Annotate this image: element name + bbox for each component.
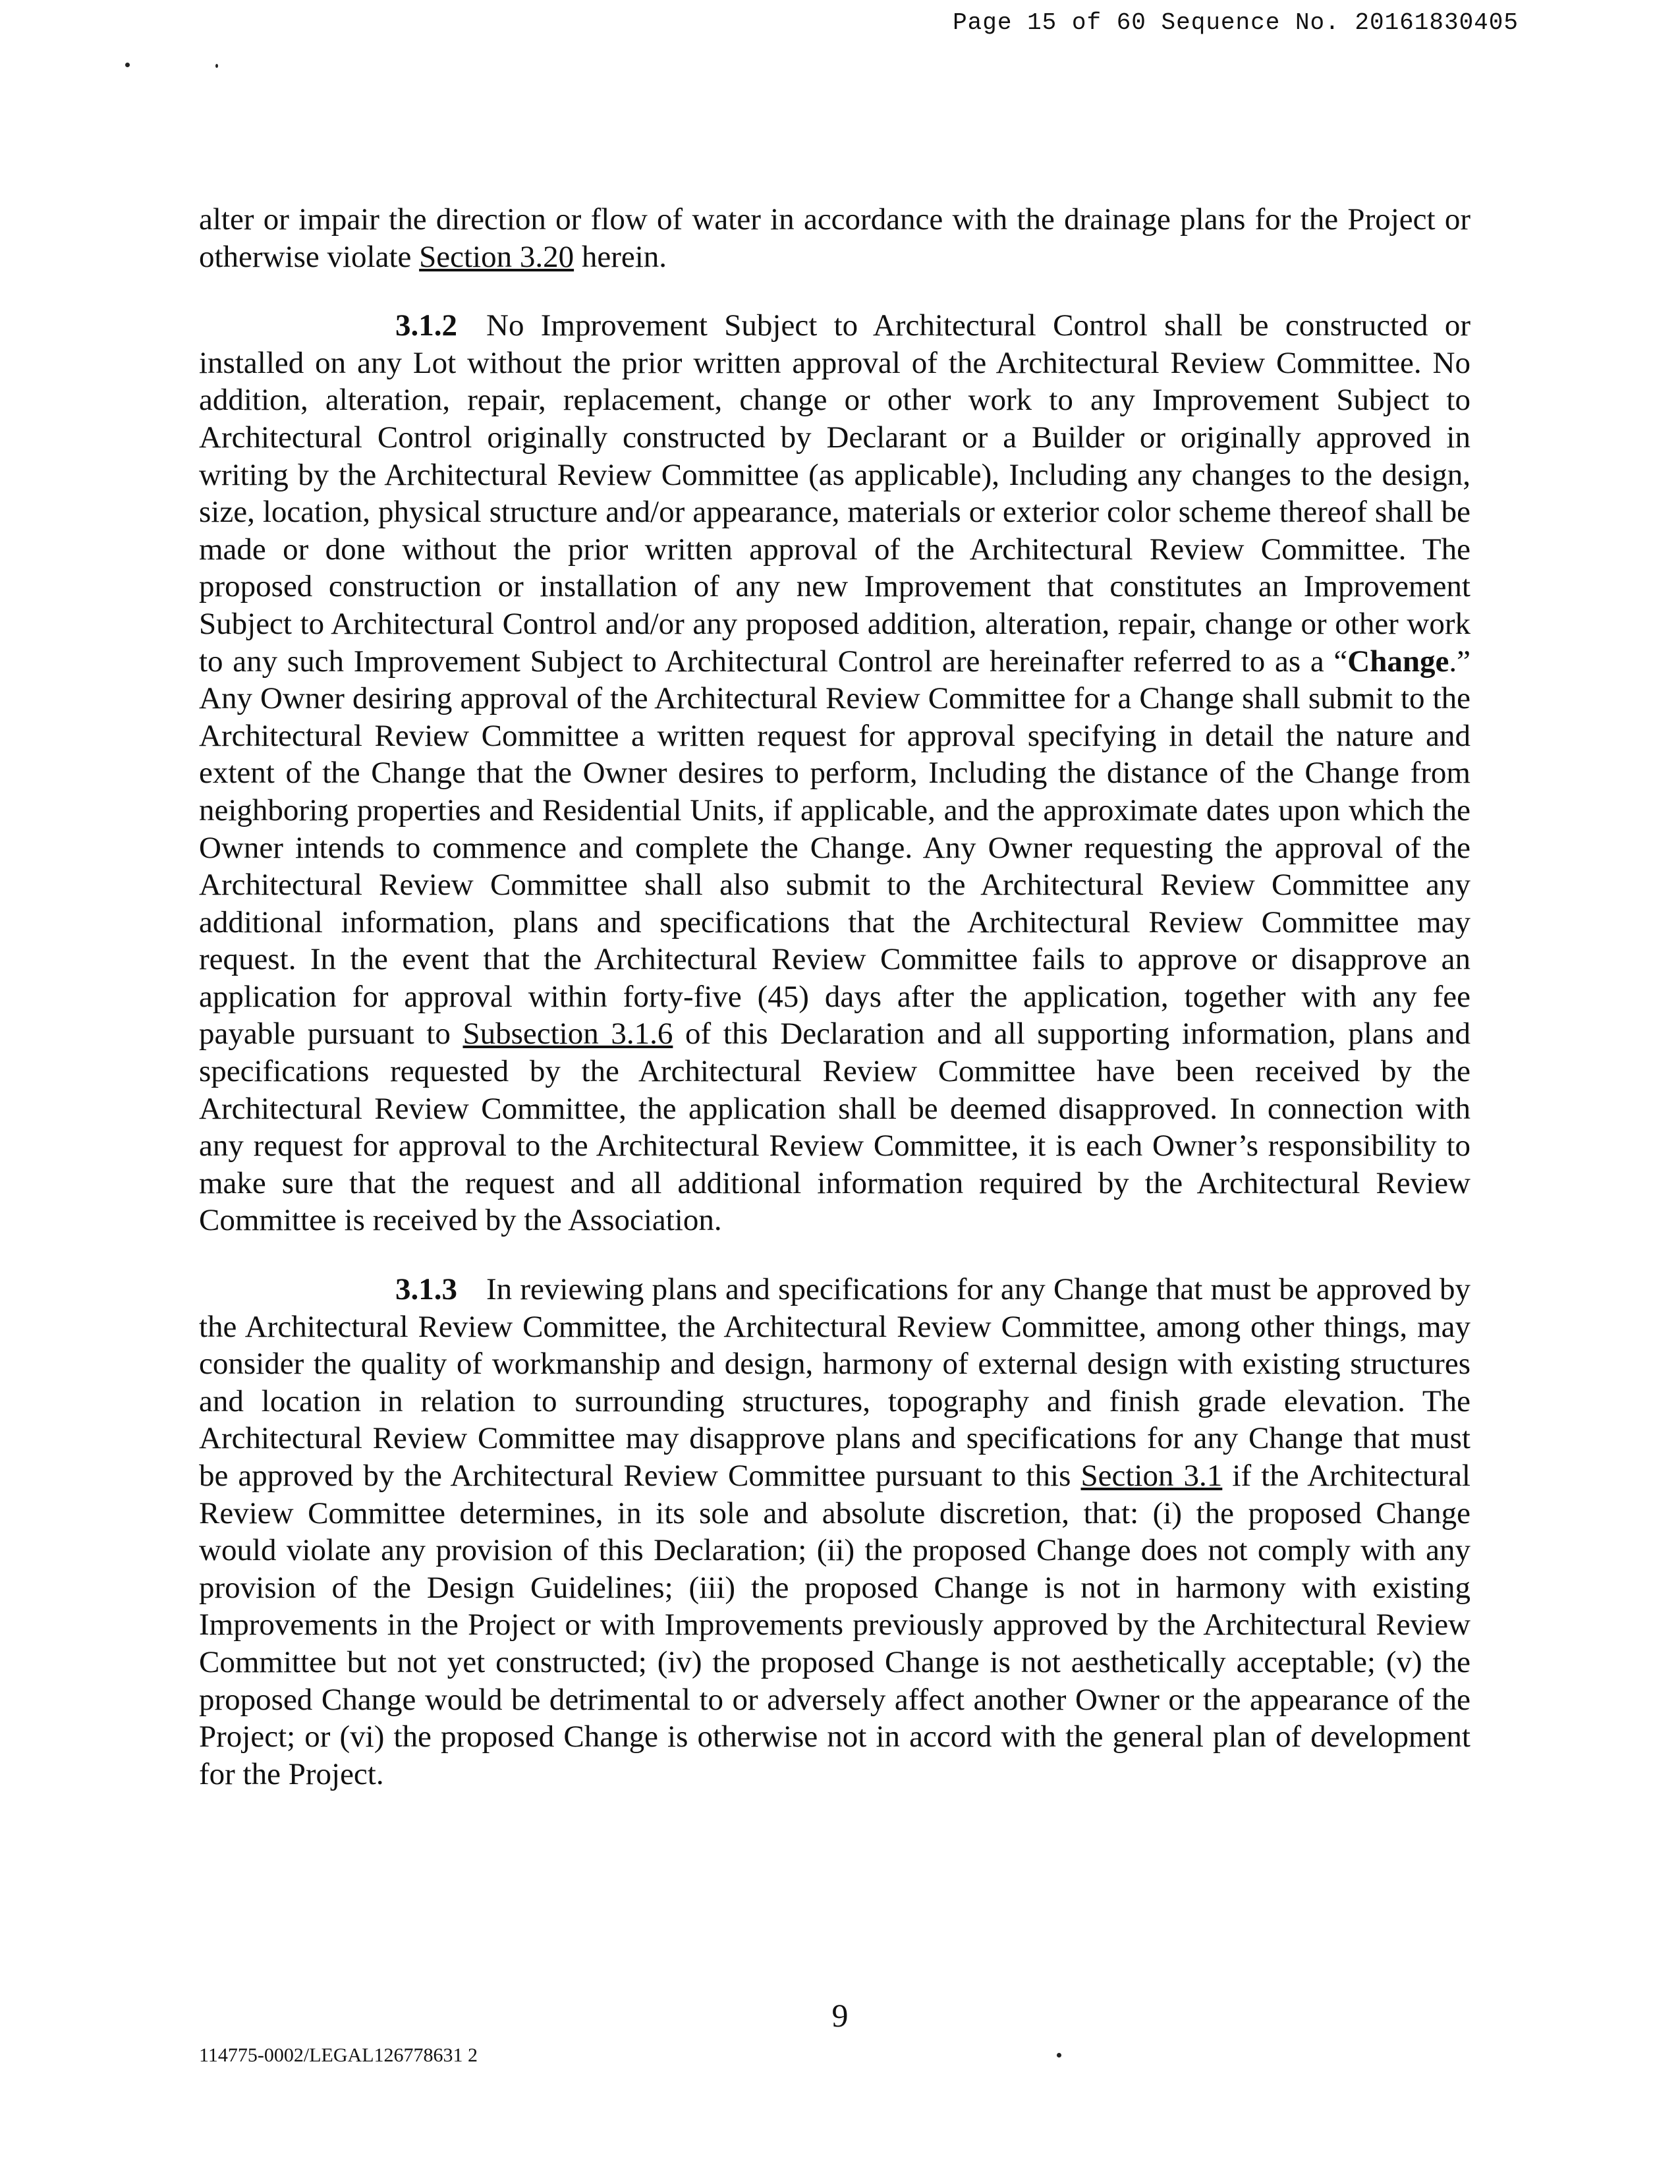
section-reference-link: Subsection 3.1.6 (462, 1017, 673, 1051)
section-number: 3.1.3 (395, 1272, 457, 1307)
paragraph-text: In reviewing plans and specifications for any Change that must be approved by the Architectural Review Committee, the Architectural Review Committee, among other things, may consider the quality of workmanship and design, harmony of external design with existing structures and location in relation to surrounding structures, topography and finish grade elevation. The Architectural Review Committee may disapprove plans and specifications for any Change that must be approved by the Architectural Review Committee pursuant to this (199, 1272, 1470, 1493)
paragraph-text: of this Declaration and all supporting information, plans and specifications requested by the Architectural Review Committee have been received by the Architectural Review Committee, the application shall be deemed disapproved. In connection with any request for approval to the Architectural Review Committee, it is each Owner’s responsibility to make sure that the request and all additional information required by the Architectural Review Committee is received by the Association. (199, 1017, 1470, 1238)
section-reference-link: Section 3.1 (1080, 1459, 1223, 1493)
paragraph-text: .” Any Owner desiring approval of the Architectural Review Committee for a Change shall submit to the Architectural Review Committee a written request for approval specifying in detail the nature and extent of the Change that the Owner desires to perform, Including the distance of the Change from neighboring properties and Residential Units, if applicable, and the approximate dates upon which the Owner intends to commence and complete the Change. Any Owner requesting the approval of the Architectural Review Committee shall also submit to the Architectural Review Committee any additional information, plans and specifications that the Architectural Review Committee may request. In the event that the Architectural Review Committee fails to approve or disapprove an application for approval within forty-five (45) days after the application, together with any fee payable pursuant to (199, 644, 1470, 1051)
paragraph-3-1-3 (199, 1271, 1470, 1793)
paragraph-continuation (199, 201, 1470, 275)
scan-speck (1057, 2053, 1061, 2058)
section-reference-link: Section 3.20 (419, 239, 574, 274)
section-number: 3.1.2 (395, 308, 457, 343)
paragraph-text: if the Architectural Review Committee determines, in its sole and absolute discretion, that: (i) the proposed Change would violate any provision of this Declaration; (ii) the proposed Change does not comply with any provision of the Design Guidelines; (iii) the proposed Change is not in harmony with existing Improvements in the Project or with Improvements previously approved by the Architectural Review Committee but not yet constructed; (iv) the proposed Change is not aesthetically acceptable; (v) the proposed Change would be detrimental to or adversely affect another Owner or the appearance of the Project; or (vi) the proposed Change is otherwise not in accord with the general plan of development for the Project. (199, 1459, 1470, 1791)
paragraph-text: herein. (574, 239, 667, 274)
paragraph-3-1-2 (199, 307, 1470, 1239)
document-body (199, 201, 1470, 1824)
page-number: 9 (831, 1997, 849, 2034)
defined-term: Change (1347, 644, 1449, 679)
paragraph-text: No Improvement Subject to Architectural Control shall be constructed or installed on any Lot without the prior written approval of the Architectural Review Committee. No addition, alteration, repair, replacement, change or other work to any Improvement Subject to Architectural Control originally constructed by Declarant or a Builder or originally approved in writing by the Architectural Review Committee (as applicable), Including any changes to the design, size, location, physical structure and/or appearance, materials or exterior color scheme thereof shall be made or done without the prior written approval of the Architectural Review Committee. The proposed construction or installation of any new Improvement that constitutes an Improvement Subject to Architectural Control and/or any proposed addition, alteration, repair, change or other work to any such Improvement Subject to Architectural Control are hereinafter referred to as a “ (199, 308, 1470, 679)
scan-speck (125, 63, 130, 67)
scan-speck (215, 64, 218, 68)
page-header-stamp: Page 15 of 60 Sequence No. 20161830405 (953, 9, 1519, 36)
paragraph-text: alter or impair the direction or flow of water in accordance with the drainage plans for the Project or otherwise violate (199, 202, 1470, 274)
document-id: 114775-0002/LEGAL126778631 2 (199, 2044, 478, 2066)
